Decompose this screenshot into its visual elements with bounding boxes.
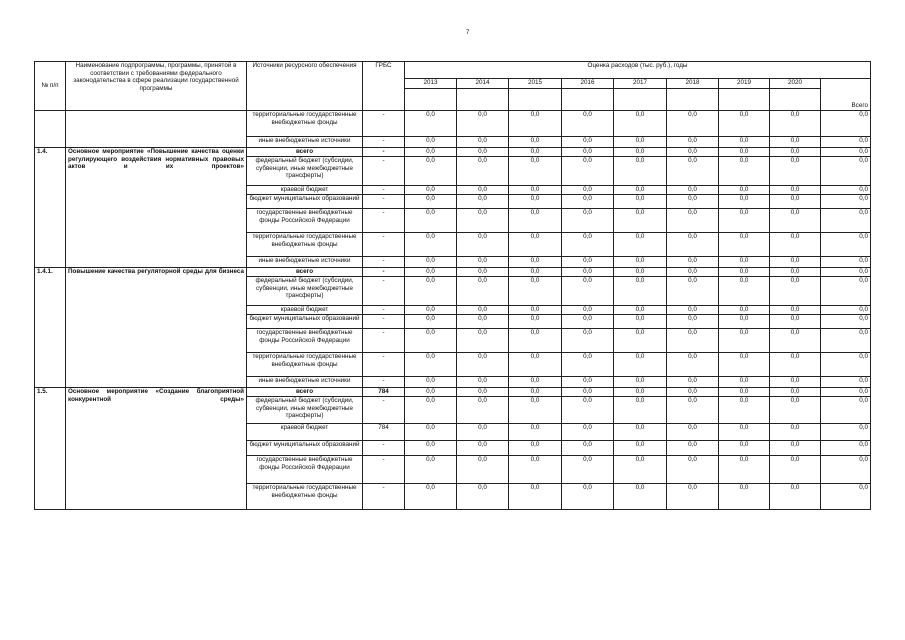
value-cell: 0,0 <box>821 111 871 137</box>
value-cell: 0,0 <box>562 148 614 157</box>
value-cell: 0,0 <box>770 157 821 186</box>
grbs-cell: - <box>363 111 405 137</box>
value-cell: 0,0 <box>667 388 719 397</box>
value-cell: 0,0 <box>405 484 457 510</box>
grbs-cell: - <box>363 209 405 233</box>
source-cell: федеральный бюджет (субсидии, субвенции, иные межбюджетные трансферты) <box>247 277 363 306</box>
value-cell: 0,0 <box>719 353 770 377</box>
value-cell: 0,0 <box>509 315 562 329</box>
year-header: 2019 <box>719 79 770 89</box>
table-row <box>35 388 871 397</box>
value-cell: 0,0 <box>614 195 667 209</box>
value-cell: 0,0 <box>562 186 614 195</box>
value-cell: 0,0 <box>509 277 562 306</box>
value-cell: 0,0 <box>770 268 821 277</box>
source-cell: иные внебюджетные источники <box>247 377 363 388</box>
grbs-cell: - <box>363 157 405 186</box>
value-cell: 0,0 <box>405 209 457 233</box>
value-cell: 0,0 <box>821 484 871 510</box>
source-cell: федеральный бюджет (субсидии, субвенции, иные межбюджетные трансферты) <box>247 157 363 186</box>
row-name: Основное мероприятие «Повышение качества оценки регулирующего воздействия нормативных правовых актов и их проектов» <box>66 148 247 268</box>
value-cell: 0,0 <box>457 397 509 424</box>
value-cell: 0,0 <box>457 424 509 441</box>
value-cell: 0,0 <box>614 233 667 257</box>
row-name: Повышение качества регуляторной среды для бизнеса <box>66 268 247 388</box>
value-cell: 0,0 <box>667 148 719 157</box>
value-cell: 0,0 <box>719 111 770 137</box>
grbs-cell: - <box>363 353 405 377</box>
source-cell: краевой бюджет <box>247 306 363 315</box>
value-cell: 0,0 <box>667 456 719 484</box>
col-header-sources: Источники ресурсного обеспечения <box>247 62 363 111</box>
grbs-cell: - <box>363 441 405 456</box>
value-cell: 0,0 <box>770 397 821 424</box>
grbs-cell: 784 <box>363 388 405 397</box>
value-cell: 0,0 <box>562 277 614 306</box>
value-cell: 0,0 <box>770 186 821 195</box>
source-cell: федеральный бюджет (субсидии, субвенции, иные межбюджетные трансферты) <box>247 397 363 424</box>
value-cell: 0,0 <box>821 329 871 353</box>
value-cell: 0,0 <box>562 388 614 397</box>
value-cell: 0,0 <box>821 397 871 424</box>
grbs-cell: - <box>363 377 405 388</box>
value-cell: 0,0 <box>821 441 871 456</box>
value-cell: 0,0 <box>614 186 667 195</box>
value-cell: 0,0 <box>719 397 770 424</box>
value-cell: 0,0 <box>614 257 667 268</box>
value-cell: 0,0 <box>770 111 821 137</box>
value-cell: 0,0 <box>509 157 562 186</box>
value-cell: 0,0 <box>562 456 614 484</box>
value-cell: 0,0 <box>770 257 821 268</box>
source-cell: государственные внебюджетные фонды Российской Федерации <box>247 329 363 353</box>
value-cell: 0,0 <box>405 148 457 157</box>
row-num: 1.4. <box>35 148 66 268</box>
value-cell: 0,0 <box>821 424 871 441</box>
source-cell: краевой бюджет <box>247 424 363 441</box>
value-cell: 0,0 <box>614 148 667 157</box>
value-cell: 0,0 <box>770 329 821 353</box>
value-cell: 0,0 <box>667 195 719 209</box>
value-cell: 0,0 <box>614 484 667 510</box>
value-cell: 0,0 <box>509 377 562 388</box>
value-cell: 0,0 <box>667 233 719 257</box>
value-cell: 0,0 <box>719 186 770 195</box>
value-cell: 0,0 <box>821 137 871 148</box>
value-cell: 0,0 <box>719 315 770 329</box>
value-cell: 0,0 <box>509 148 562 157</box>
value-cell: 0,0 <box>667 353 719 377</box>
grbs-cell: 784 <box>363 424 405 441</box>
value-cell: 0,0 <box>770 388 821 397</box>
value-cell: 0,0 <box>405 186 457 195</box>
value-cell: 0,0 <box>821 388 871 397</box>
grbs-cell: - <box>363 277 405 306</box>
value-cell: 0,0 <box>667 186 719 195</box>
value-cell: 0,0 <box>770 377 821 388</box>
value-cell: 0,0 <box>405 315 457 329</box>
value-cell: 0,0 <box>770 315 821 329</box>
value-cell: 0,0 <box>405 306 457 315</box>
value-cell: 0,0 <box>821 315 871 329</box>
col-header-num: № п/п <box>35 62 66 111</box>
value-cell: 0,0 <box>821 186 871 195</box>
value-cell: 0,0 <box>457 209 509 233</box>
value-cell: 0,0 <box>719 268 770 277</box>
row-name <box>66 111 247 148</box>
value-cell: 0,0 <box>457 111 509 137</box>
value-cell: 0,0 <box>405 233 457 257</box>
grbs-cell: - <box>363 306 405 315</box>
value-cell: 0,0 <box>821 209 871 233</box>
value-cell: 0,0 <box>821 456 871 484</box>
col-header-estimate: Оценка расходов (тыс. руб.), годы <box>405 62 871 79</box>
value-cell: 0,0 <box>770 353 821 377</box>
value-cell: 0,0 <box>509 388 562 397</box>
value-cell: 0,0 <box>457 233 509 257</box>
value-cell: 0,0 <box>770 441 821 456</box>
value-cell: 0,0 <box>562 111 614 137</box>
value-cell: 0,0 <box>719 377 770 388</box>
value-cell: 0,0 <box>509 484 562 510</box>
value-cell: 0,0 <box>509 195 562 209</box>
value-cell: 0,0 <box>457 306 509 315</box>
value-cell: 0,0 <box>770 424 821 441</box>
value-cell: 0,0 <box>405 137 457 148</box>
value-cell: 0,0 <box>667 277 719 306</box>
value-cell: 0,0 <box>667 329 719 353</box>
total-header: Всего <box>821 79 871 111</box>
source-cell: всего <box>247 148 363 157</box>
value-cell: 0,0 <box>770 209 821 233</box>
source-cell: территориальные государственные внебюджетные фонды <box>247 111 363 137</box>
value-cell: 0,0 <box>457 456 509 484</box>
value-cell: 0,0 <box>562 268 614 277</box>
value-cell: 0,0 <box>719 388 770 397</box>
value-cell: 0,0 <box>614 441 667 456</box>
value-cell: 0,0 <box>614 388 667 397</box>
value-cell: 0,0 <box>719 137 770 148</box>
expense-table <box>34 61 871 510</box>
value-cell: 0,0 <box>457 388 509 397</box>
value-cell: 0,0 <box>821 268 871 277</box>
value-cell: 0,0 <box>562 137 614 148</box>
table-row <box>35 111 871 137</box>
value-cell: 0,0 <box>614 157 667 186</box>
value-cell: 0,0 <box>562 484 614 510</box>
value-cell: 0,0 <box>770 456 821 484</box>
value-cell: 0,0 <box>509 268 562 277</box>
value-cell: 0,0 <box>614 268 667 277</box>
year-header: 2020 <box>770 79 821 89</box>
value-cell: 0,0 <box>457 195 509 209</box>
source-cell: государственные внебюджетные фонды Российской Федерации <box>247 456 363 484</box>
grbs-cell: - <box>363 186 405 195</box>
value-cell: 0,0 <box>457 137 509 148</box>
value-cell: 0,0 <box>719 277 770 306</box>
value-cell: 0,0 <box>405 424 457 441</box>
value-cell: 0,0 <box>821 377 871 388</box>
value-cell: 0,0 <box>719 456 770 484</box>
value-cell: 0,0 <box>770 277 821 306</box>
source-cell: территориальные государственные внебюджетные фонды <box>247 353 363 377</box>
value-cell: 0,0 <box>562 353 614 377</box>
value-cell: 0,0 <box>770 233 821 257</box>
value-cell: 0,0 <box>614 397 667 424</box>
row-num: 1.5. <box>35 388 66 510</box>
row-name: Основное мероприятие «Создание благоприятной конкурентной среды» <box>66 388 247 510</box>
value-cell: 0,0 <box>457 157 509 186</box>
value-cell: 0,0 <box>562 306 614 315</box>
value-cell: 0,0 <box>509 209 562 233</box>
value-cell: 0,0 <box>405 397 457 424</box>
value-cell: 0,0 <box>457 441 509 456</box>
source-cell: всего <box>247 388 363 397</box>
value-cell: 0,0 <box>405 441 457 456</box>
year-header: 2015 <box>509 79 562 89</box>
value-cell: 0,0 <box>405 268 457 277</box>
value-cell: 0,0 <box>667 257 719 268</box>
value-cell: 0,0 <box>614 377 667 388</box>
source-cell: бюджет муниципальных образований <box>247 441 363 456</box>
value-cell: 0,0 <box>821 233 871 257</box>
value-cell: 0,0 <box>667 484 719 510</box>
value-cell: 0,0 <box>457 268 509 277</box>
value-cell: 0,0 <box>614 424 667 441</box>
grbs-cell: - <box>363 148 405 157</box>
value-cell: 0,0 <box>562 424 614 441</box>
value-cell: 0,0 <box>405 257 457 268</box>
value-cell: 0,0 <box>719 306 770 315</box>
value-cell: 0,0 <box>509 424 562 441</box>
source-cell: краевой бюджет <box>247 186 363 195</box>
value-cell: 0,0 <box>667 377 719 388</box>
value-cell: 0,0 <box>770 484 821 510</box>
value-cell: 0,0 <box>667 157 719 186</box>
value-cell: 0,0 <box>719 329 770 353</box>
value-cell: 0,0 <box>509 233 562 257</box>
source-cell: территориальные государственные внебюджетные фонды <box>247 484 363 510</box>
value-cell: 0,0 <box>562 195 614 209</box>
year-header: 2013 <box>405 79 457 89</box>
grbs-cell: - <box>363 397 405 424</box>
page-number: 7 <box>466 30 470 36</box>
value-cell: 0,0 <box>457 148 509 157</box>
value-cell: 0,0 <box>821 195 871 209</box>
table-row <box>35 268 871 277</box>
value-cell: 0,0 <box>457 329 509 353</box>
value-cell: 0,0 <box>719 484 770 510</box>
value-cell: 0,0 <box>667 137 719 148</box>
source-cell: государственные внебюджетные фонды Российской Федерации <box>247 209 363 233</box>
value-cell: 0,0 <box>509 257 562 268</box>
year-header: 2016 <box>562 79 614 89</box>
value-cell: 0,0 <box>667 424 719 441</box>
value-cell: 0,0 <box>614 456 667 484</box>
grbs-cell: - <box>363 233 405 257</box>
value-cell: 0,0 <box>405 195 457 209</box>
value-cell: 0,0 <box>562 329 614 353</box>
source-cell: иные внебюджетные источники <box>247 257 363 268</box>
value-cell: 0,0 <box>562 209 614 233</box>
value-cell: 0,0 <box>562 377 614 388</box>
value-cell: 0,0 <box>457 377 509 388</box>
value-cell: 0,0 <box>457 277 509 306</box>
value-cell: 0,0 <box>821 157 871 186</box>
value-cell: 0,0 <box>614 111 667 137</box>
grbs-cell: - <box>363 484 405 510</box>
value-cell: 0,0 <box>821 353 871 377</box>
value-cell: 0,0 <box>821 148 871 157</box>
value-cell: 0,0 <box>405 377 457 388</box>
value-cell: 0,0 <box>405 388 457 397</box>
value-cell: 0,0 <box>719 195 770 209</box>
value-cell: 0,0 <box>614 137 667 148</box>
value-cell: 0,0 <box>614 315 667 329</box>
value-cell: 0,0 <box>770 137 821 148</box>
value-cell: 0,0 <box>770 148 821 157</box>
value-cell: 0,0 <box>770 195 821 209</box>
value-cell: 0,0 <box>719 441 770 456</box>
value-cell: 0,0 <box>509 111 562 137</box>
grbs-cell: - <box>363 195 405 209</box>
value-cell: 0,0 <box>667 268 719 277</box>
grbs-cell: - <box>363 315 405 329</box>
value-cell: 0,0 <box>667 209 719 233</box>
grbs-cell: - <box>363 257 405 268</box>
value-cell: 0,0 <box>821 257 871 268</box>
table-row <box>35 148 871 157</box>
value-cell: 0,0 <box>719 148 770 157</box>
value-cell: 0,0 <box>667 441 719 456</box>
value-cell: 0,0 <box>562 441 614 456</box>
value-cell: 0,0 <box>821 277 871 306</box>
value-cell: 0,0 <box>562 315 614 329</box>
value-cell: 0,0 <box>405 456 457 484</box>
source-cell: территориальные государственные внебюджетные фонды <box>247 233 363 257</box>
value-cell: 0,0 <box>667 397 719 424</box>
source-cell: иные внебюджетные источники <box>247 137 363 148</box>
grbs-cell: - <box>363 329 405 353</box>
value-cell: 0,0 <box>457 186 509 195</box>
value-cell: 0,0 <box>562 157 614 186</box>
source-cell: бюджет муниципальных образований <box>247 315 363 329</box>
value-cell: 0,0 <box>667 111 719 137</box>
grbs-cell: - <box>363 268 405 277</box>
col-header-grbs: ГРБС <box>363 62 405 111</box>
row-num <box>35 111 66 148</box>
value-cell: 0,0 <box>614 277 667 306</box>
source-cell: бюджет муниципальных образований <box>247 195 363 209</box>
value-cell: 0,0 <box>562 233 614 257</box>
value-cell: 0,0 <box>562 397 614 424</box>
grbs-cell: - <box>363 137 405 148</box>
value-cell: 0,0 <box>405 277 457 306</box>
value-cell: 0,0 <box>457 353 509 377</box>
value-cell: 0,0 <box>457 257 509 268</box>
value-cell: 0,0 <box>614 306 667 315</box>
row-num: 1.4.1. <box>35 268 66 388</box>
value-cell: 0,0 <box>614 353 667 377</box>
year-header: 2017 <box>614 79 667 89</box>
value-cell: 0,0 <box>509 186 562 195</box>
value-cell: 0,0 <box>719 257 770 268</box>
value-cell: 0,0 <box>770 306 821 315</box>
value-cell: 0,0 <box>614 329 667 353</box>
value-cell: 0,0 <box>457 315 509 329</box>
value-cell: 0,0 <box>509 353 562 377</box>
value-cell: 0,0 <box>509 397 562 424</box>
value-cell: 0,0 <box>719 233 770 257</box>
year-header: 2018 <box>667 79 719 89</box>
source-cell: всего <box>247 268 363 277</box>
value-cell: 0,0 <box>457 484 509 510</box>
value-cell: 0,0 <box>719 157 770 186</box>
value-cell: 0,0 <box>509 441 562 456</box>
value-cell: 0,0 <box>405 111 457 137</box>
col-header-name: Наименование подпрограммы, программы, принятой в соответствии с требованиями федерального законодательства в сфере реализации государственной программы <box>66 62 247 111</box>
value-cell: 0,0 <box>667 306 719 315</box>
value-cell: 0,0 <box>821 306 871 315</box>
value-cell: 0,0 <box>509 456 562 484</box>
value-cell: 0,0 <box>405 329 457 353</box>
value-cell: 0,0 <box>562 257 614 268</box>
value-cell: 0,0 <box>509 329 562 353</box>
value-cell: 0,0 <box>719 209 770 233</box>
year-header: 2014 <box>457 79 509 89</box>
value-cell: 0,0 <box>509 306 562 315</box>
value-cell: 0,0 <box>405 353 457 377</box>
value-cell: 0,0 <box>614 209 667 233</box>
value-cell: 0,0 <box>667 315 719 329</box>
value-cell: 0,0 <box>405 157 457 186</box>
value-cell: 0,0 <box>719 424 770 441</box>
value-cell: 0,0 <box>509 137 562 148</box>
grbs-cell: - <box>363 456 405 484</box>
